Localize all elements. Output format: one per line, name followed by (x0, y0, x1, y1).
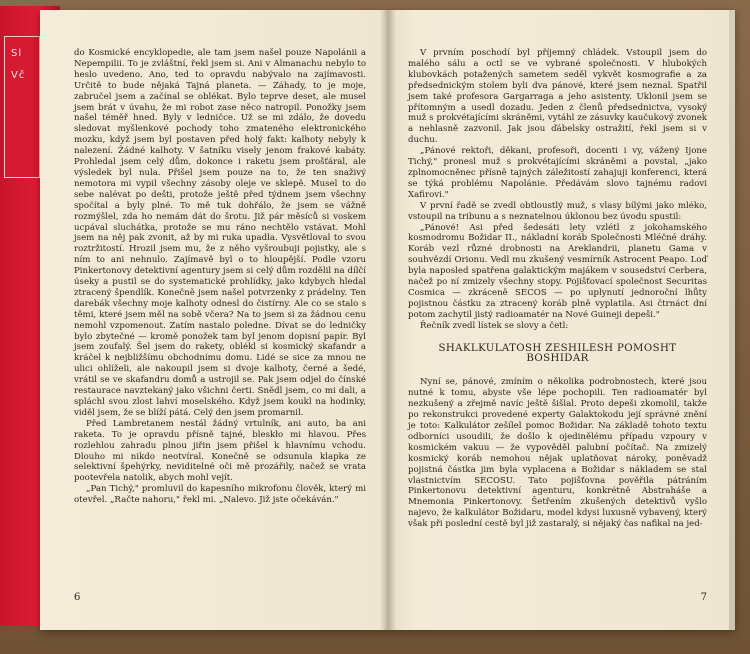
cover-line-2: Vč (11, 70, 26, 81)
right-paragraph-3: V první řadě se zvedl obtloustlý muž, s vlasy bílými jako mléko, vstoupil na tribunu a s neznatelnou úklonou bez úvodu spustil: (408, 200, 707, 222)
page-edge (729, 10, 735, 630)
right-paragraph-5: Řečník zvedl lístek se slovy a četl: (420, 320, 569, 331)
right-page (388, 10, 735, 630)
page-number-right: 7 (700, 592, 707, 604)
cover-text (11, 43, 25, 87)
left-paragraph-1: do Kosmické encyklopedie, ale tam jsem našel pouze Napolánii a Nepempilii. To je zvláštní, řekl jsem si. Ani v Almanachu nebylo to heslo uvedeno. Ano, ted to opravdu nabývalo na zajímavosti. Určitě to bude nějaká Tajná planeta. — Záhady, to je moje, zabručel jsem a začínal se oblékat. Bylo teprve deset, ale musel jsem brát v úvahu, že mi robot zase něco natropil. Ponožky jsem našel téměř hned. Byly v ledničce. Už se mi zdálo, že dovedu sledovat myšlenkové pochody toho zmateného elektronického mozku, když jsem byl postaven před holý fakt: kalhoty nebyly k nalezení. Žádné kalhoty. V šatníku visely jenom frakové kabáty. Prohledal jsem celý dům, dokonce i raketu jsem prošťáral, ale výsledek byl nula. Přišel jsem pouze na to, že ten snaživý nemotora mi vypil všechny zásoby oleje ve sklepě. Musel to do sebe nalévat po dešti, protože ještě před týdnem jsem všechny spočítal a byly plné. To mě tuk dohřálo, že jsem se vážně rozmýšlel, zda ho nemám dát do šrotu. Již pár měsíců si voskem ucpával sluchátka, protože se mu ráno nechtělo vstávat. Mohl jsem na něj pak zvonit, až by mi ruka upadla. Vysvětloval to svou roztržitostí. Hrozil jsem mu, že z něho vyšroubuji pojistky, ale s ním to ani nehnulo. Zajímavě byl o to hloupější. Podle vzoru Pinkertonovy detektivní agentury jsem si celý dům rozdělil na dílčí úseky a pustil se do systematické prohlídky, jako kdybych hledal ztracený špendlík. Konečně jsem našel potvrzenky z prádelny. Ten darebák všechny moje kalhoty odnesl do čistírny. Ale co se stalo s těmi, které jsem měl na sobě včera? Na to jsem si za žádnou cenu nemohl vzpomenout. Zatím nastalo poledne. Dívat se do ledničky bylo zbytečné — kromě ponožek tam byl jenom dopisní papír. Byl jsem zoufalý. Šel jsem do rakety, oblékl si kosmický skafandr a kráčel k nejbližšímu obchodnímu domu. Lidé se sice za mnou ne ulici ohlíželi, ale nakoupil jsem si dvoje kalhoty, černé a šedé, vrátil se ve skafandru domů a ustrojil se. Pak jsem odjel do čínské restaurace navztekaný jako všichni čerti. Snědl jsem, co mi dali, a spláchl svou zlost lahví moselského. Když jsem koukl na hodinky, viděl jsem, že se blíží pátá. Celý den jsem promarnil. (74, 48, 366, 418)
cover-line-1: Sl (11, 48, 23, 59)
left-page (40, 10, 388, 630)
right-paragraph-4: „Pánové! Asi před šedesáti lety vzlétl z jokohamského kosmodromu Božidar II., nákladní koráb Společnosti Mléčné dráhy. Koráb vezl různé drobnosti na Areklandrii, planetu Gama v souhvězdí Orionu. Vedl mu zkušený vesmírník Astrocent Peapo. Loď byla naposled spatřena galaktickým majákem v sousedství Cerbera, načež po ní zmizely všechny stopy. Pojišťovací společnost Securitas Cosmica — zkráceně SECOS — po uplynutí jednoroční lhůty pojistnou částku za ztracený koráb plně vyplatila. Asi čtrnáct dní potom zachytil jistý radioamatér na Nové Guineji depeši." (408, 222, 707, 320)
left-paragraph-3: „Pan Tichý," promluvil do kapesního mikrofonu člověk, který mi otevřel. „Račte nahoru," řekl mi. „Nalevo. Již jste očekáván." (74, 484, 366, 506)
right-paragraph-1: V prvním poschodí byl příjemný chládek. Vstoupil jsem do malého sálu a octl se ve vybrané společnosti. V hlubokých klubovkách potažených sametem seděl vykvět kosmografie a za předsednickým stolem byli dva pánové, které jsem neznal. Spatřil jsem také profesora Gargarraga a jeho asistenty. Uklonil jsem se přítomným a usedl dozadu. Jeden z členů předsednictva, vysoký muž s prokvétajícími skráněmi, vytáhl ze zásuvky kaučukový zvonek a nehlasně zazvonil. Jak jsou ďábelsky ostražití, řekl jsem si v duchu. (408, 48, 707, 146)
right-paragraph-2: „Pánové rektoři, děkani, profesoři, docenti i vy, vážený Ijone Tichý," pronesl muž s prokvétajícími skráněmi a povstal, „jako zplnomocněnec přísně tajných záležitostí zahajuji konferenci, která se týká problému Napolánie. Předávám slovo tajnému radovi Xafirovi." (408, 146, 707, 200)
left-paragraph-2: Před Lambretanem nestál žádný vrtulník, ani auto, ba ani raketa. To je opravdu přísně tajné, bleskło mi hlavou. Přes rozlehlou zahradu plnou jiřin jsem přišel k hlavnímu vchodu. Dlouho mi nikdo neotvíral. Konečně se odsunula klapka ze selektivní špehýrky, neviditelné oči mě prozářily, načež se vrata pootevřela natolik, abych mohl vejít. (74, 418, 366, 484)
right-paragraph-6: Nyní se, pánové, zmíním o několika podrobnostech, které jsou nutné k tomu, abyste vše lépe pochopili. Ten radioamatér byl nezkušený a zřejmě navíc ještě šišlal. Proto depeši zkomolil, takže po rekonstrukci provedené experty Galaktokodu její správné znění je toto: Kalkulátor zešílel pomoc Božidar. Na základě tohoto textu odborníci usoudili, že došlo k ojedinělému případu vzpoury v kosmickém vakuu — že vypověděl palubní počítač. Na zmizelý kosmický koráb nemohou nějak uplatňovat nároky, poněvadž pojistná částka jim byla vyplacena a Božidar s nákladem se stal vlastnictvím SECOSU. Tato pojišťovna pověřila pátráním Pinkertonovu detektivní agenturu, konkrétně Abstraháše a Mnemonia Pinkertonovy. Šetřením zkušených detektivů vyšlo najevo, že kalkulátor Božidaru, model kdysi luxusně vybavený, který však při poslední cestě byl již zastaralý, si nějaký čas nafikal na jed- (408, 377, 707, 530)
page-number-left: 6 (74, 592, 81, 604)
telegram-heading: SHAKLKULATOSH ZESHILESH POMOSHT BOSHIDAR (438, 342, 677, 365)
book-gutter (380, 10, 396, 630)
book-spread (40, 10, 735, 630)
cover-label (4, 36, 40, 178)
